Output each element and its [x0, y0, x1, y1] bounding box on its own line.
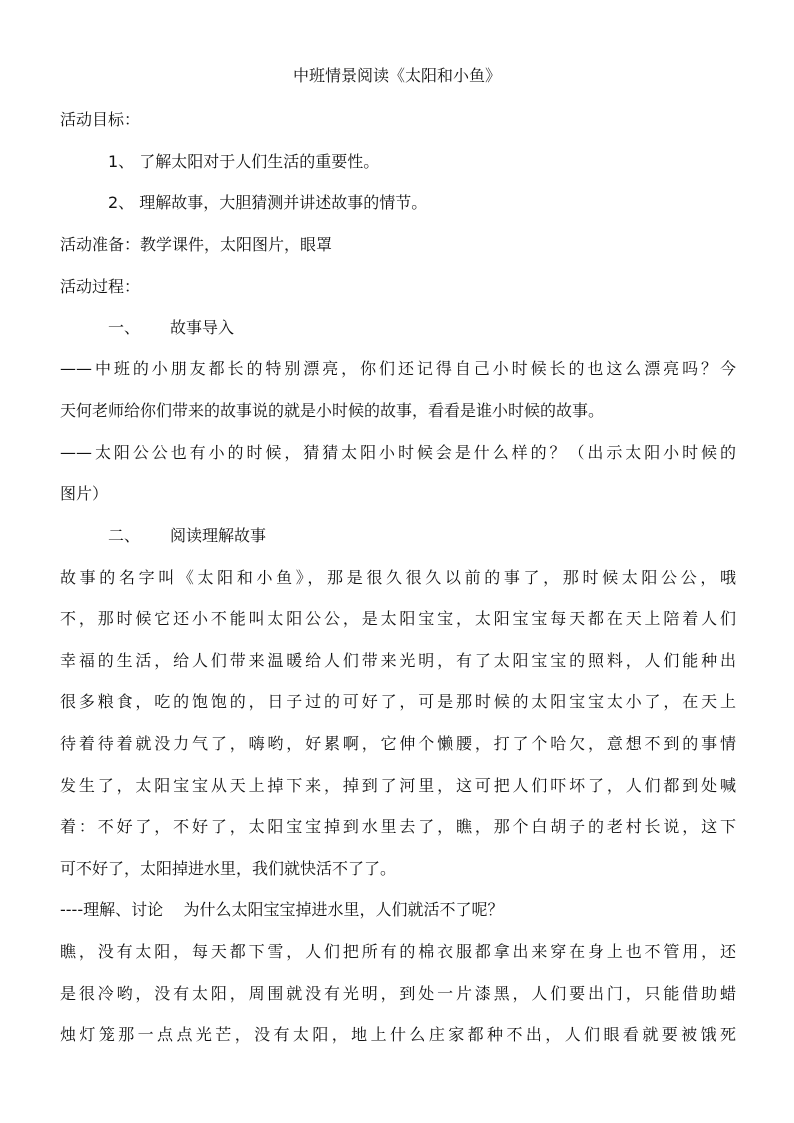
- story-line: 故事的名字叫《太阳和小鱼》，那是很久很久以前的事了，那时候太阳公公，哦: [60, 568, 736, 587]
- goal-item-2: 2、 理解故事，大胆猜测并讲述故事的情节。: [108, 193, 428, 212]
- preparation-line: 活动准备：教学课件，太阳图片，眼罩: [60, 235, 333, 254]
- section-heading-2: [108, 526, 266, 546]
- answer-line: 烛灯笼那一点点光芒，没有太阳，地上什么庄家都种不出，人们眼看就要被饿死: [60, 1025, 736, 1044]
- story-line: 可不好了，太阳掉进水里，我们就快活不了了。: [60, 859, 397, 878]
- story-line: 着：不好了，不好了，太阳宝宝掉到水里去了，瞧，那个白胡子的老村长说，这下: [60, 817, 736, 836]
- intro-line: ——中班的小朋友都长的特别漂亮，你们还记得自己小时候长的也这么漂亮吗？今: [60, 359, 736, 378]
- intro-line: 天何老师给你们带来的故事说的就是小时候的故事，看看是谁小时候的故事。: [60, 401, 605, 420]
- intro-line: 图片）: [60, 484, 109, 503]
- intro-line: ——太阳公公也有小的时候，猜猜太阳小时候会是什么样的？（出示太阳小时候的: [60, 443, 736, 462]
- discussion-prompt: ----理解、讨论 为什么太阳宝宝掉进水里，人们就活不了呢？: [60, 900, 504, 919]
- page-title: 中班情景阅读《太阳和小鱼》: [292, 66, 501, 85]
- section-label: 故事导入: [170, 318, 235, 337]
- story-line: 很多粮食，吃的饱饱的，日子过的可好了，可是那时候的太阳宝宝太小了，在天上: [60, 692, 736, 711]
- section-number: 一、: [108, 318, 141, 337]
- story-line: 待着待着就没力气了，嗨哟，好累啊，它伸个懒腰，打了个哈欠，意想不到的事情: [60, 734, 736, 753]
- section-label: 阅读理解故事: [170, 526, 267, 545]
- story-line: 发生了，太阳宝宝从天上掉下来，掉到了河里，这可把人们吓坏了，人们都到处喊: [60, 776, 736, 795]
- story-line: 幸福的生活，给人们带来温暖给人们带来光明，有了太阳宝宝的照料，人们能种出: [60, 651, 736, 670]
- answer-line: 是很冷哟，没有太阳，周围就没有光明，到处一片漆黑，人们要出门，只能借助蜡: [60, 984, 736, 1003]
- section-heading-1: [108, 318, 234, 338]
- goal-heading: 活动目标：: [60, 110, 141, 129]
- process-heading: 活动过程：: [60, 277, 141, 296]
- section-number: 二、: [108, 526, 141, 545]
- answer-line: 瞧，没有太阳，每天都下雪，人们把所有的棉衣服都拿出来穿在身上也不管用，还: [60, 942, 736, 961]
- goal-item-1: 1、 了解太阳对于人们生活的重要性。: [108, 152, 380, 171]
- story-line: 不，那时候它还小不能叫太阳公公，是太阳宝宝，太阳宝宝每天都在天上陪着人们: [60, 609, 736, 628]
